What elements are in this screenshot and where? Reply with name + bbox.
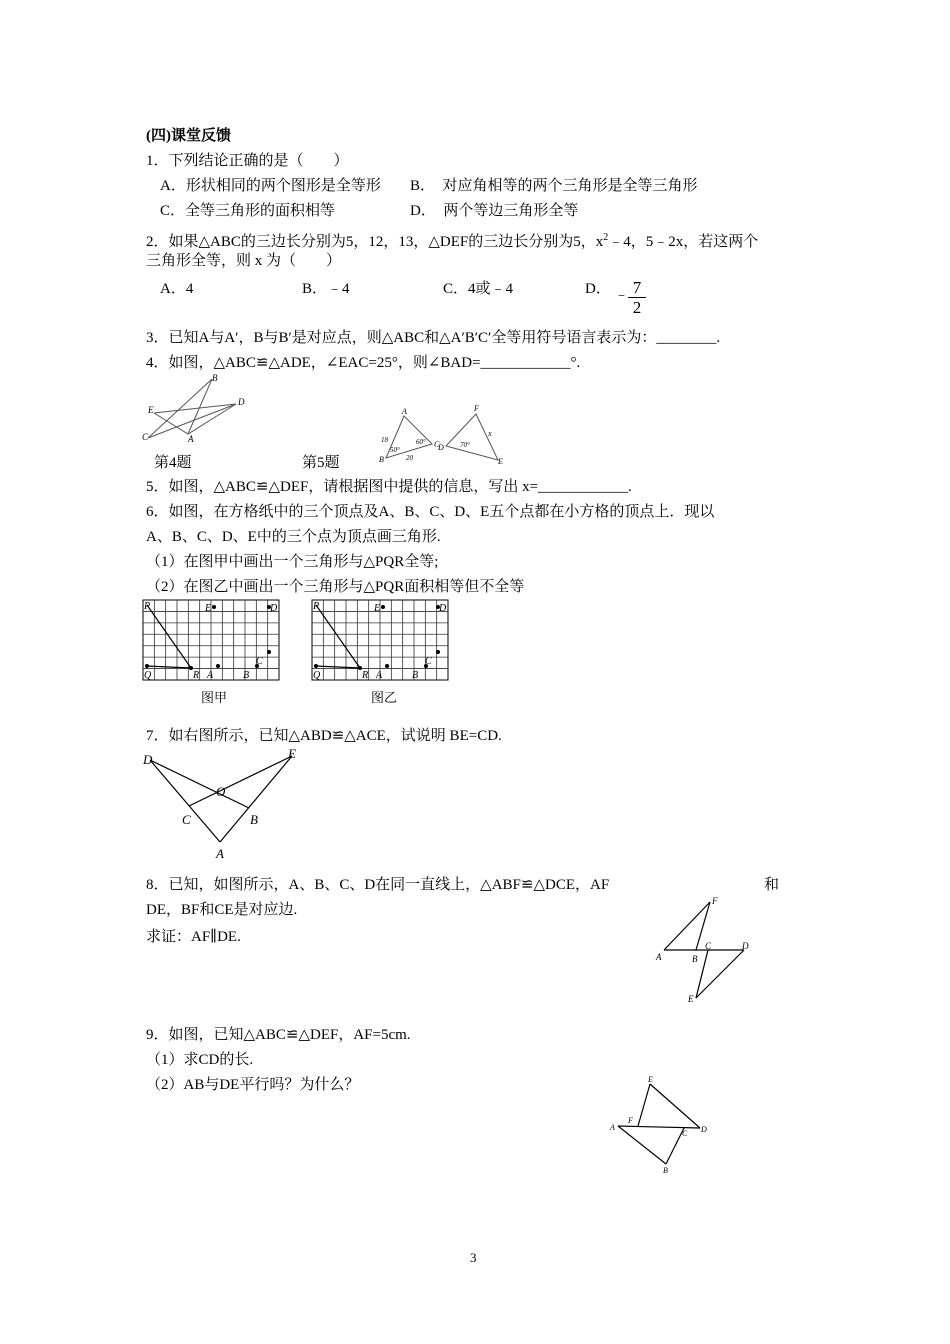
- q6b-line-qr: [316, 666, 360, 668]
- fraction-numerator: 7: [632, 278, 642, 297]
- q6b-label-b: B: [412, 670, 419, 681]
- q7-label-b: B: [250, 812, 258, 827]
- q5-label-a: A: [402, 407, 407, 416]
- q3-text: 3．已知A与A′，B与B′是对应点，则△ABC和△A′B′C′全等用符号语言表示为：________.: [146, 330, 721, 346]
- q6a-label-p: P: [144, 601, 151, 612]
- q6a-line-pr: [147, 605, 191, 668]
- q8-line1-end: 和: [764, 877, 780, 893]
- q6b-label-r: R: [362, 670, 369, 681]
- q5-angle-60: 60°: [416, 438, 426, 446]
- q7-text: 7．如右图所示，已知△ABD≌△ACE，试说明 BE=CD.: [146, 728, 502, 744]
- q8-label-f: F: [712, 896, 718, 906]
- q6a-label-r: R: [193, 670, 200, 681]
- q9-label-f: F: [628, 1116, 633, 1125]
- q8-label-c: C: [705, 941, 712, 951]
- q5-label-e: E: [498, 457, 503, 466]
- q9-line1: 9．如图，已知△ABC≌△DEF，AF=5cm.: [146, 1027, 411, 1043]
- q6-part2: （2）在图乙中画出一个三角形与△PQR面积相等但不全等: [146, 579, 525, 595]
- q5-side-18: 18: [381, 436, 388, 444]
- q2-line2: 三角形全等，则 x 为（ ）: [146, 253, 342, 269]
- q4-label-d: D: [238, 397, 245, 407]
- q5-label-x: x: [488, 429, 492, 438]
- q6b-label-a: A: [376, 670, 383, 681]
- q5-label-c: C: [434, 440, 440, 449]
- q6b-label-e: E: [374, 603, 381, 614]
- section-title: (四)课堂反馈: [146, 128, 231, 144]
- q6b-line-pr: [316, 605, 360, 668]
- q6a-label-e: E: [205, 603, 212, 614]
- fraction-denominator: 2: [628, 297, 646, 317]
- q8-label-e: E: [688, 994, 694, 1004]
- q1-option-d: D． 两个等边三角形全等: [410, 203, 579, 219]
- q9-label-e: E: [648, 1075, 653, 1084]
- q7-label-o: O: [216, 784, 226, 799]
- q2-option-d-fraction: [628, 278, 646, 317]
- q8-line-ec: [696, 950, 708, 998]
- q5-label-b: B: [379, 455, 384, 464]
- q5-text: 5．如图，△ABC≌△DEF，请根据图中提供的信息，写出 x=____________.: [146, 479, 632, 495]
- q7-label-c: C: [182, 812, 191, 827]
- q8-label-a: A: [656, 952, 662, 962]
- q1-option-b: B． 对应角相等的两个三角形是全等三角形: [410, 178, 698, 194]
- q6-line2: A、B、C、D、E中的三个点为顶点画三角形.: [146, 529, 441, 545]
- q5-angle-50: 50°: [390, 446, 400, 454]
- q8-line-de: [696, 950, 744, 998]
- q5-label-f: F: [474, 404, 479, 413]
- q6a-label-d: D: [270, 603, 278, 614]
- q6b-label-p: P: [313, 601, 320, 612]
- q6a-label-b: B: [243, 670, 250, 681]
- q9-label-a: A: [610, 1123, 615, 1132]
- q9-label-c: C: [682, 1129, 688, 1138]
- q6a-label-a: A: [207, 670, 214, 681]
- q8-line2: DE，BF和CE是对应边.: [146, 902, 298, 918]
- q2-line1-a: 2．如果△ABC的三边长分别为5，12，13，△DEF的三边长分别为5，x: [146, 234, 604, 250]
- q6b-label-q: Q: [313, 670, 321, 681]
- q5-side-20: 20: [406, 454, 413, 462]
- q5-angle-70: 70°: [460, 441, 470, 449]
- q6a-label-q: Q: [144, 670, 152, 681]
- q5-label-d: D: [438, 443, 444, 452]
- q5-caption: 第5题: [302, 455, 340, 471]
- q1-option-c: C．全等三角形的面积相等: [160, 203, 336, 219]
- q2-line1: [146, 228, 758, 252]
- q8-label-d: D: [742, 941, 749, 951]
- q6-grid-a: [143, 600, 281, 682]
- q6-line1: 6．如图，在方格纸中的三个顶点及A、B、C、D、E五个点都在小方格的顶点上．现以: [146, 504, 715, 520]
- q6b-label-c: C: [425, 656, 432, 667]
- q9-figure: [608, 1072, 714, 1176]
- q6-caption-b: 图乙: [371, 691, 398, 706]
- q9-label-b: B: [663, 1166, 668, 1175]
- q9-label-d: D: [701, 1125, 707, 1134]
- q4-label-b: B: [212, 373, 218, 383]
- q1-stem: 1．下列结论正确的是（ ）: [146, 153, 349, 169]
- q4-caption: 第4题: [154, 455, 192, 471]
- q4-figure: [140, 372, 260, 442]
- q4-label-c: C: [142, 432, 149, 442]
- q7-label-e: E: [288, 746, 296, 761]
- q9-part2: （2）AB与DE平行吗？为什么？: [146, 1077, 360, 1093]
- page-number: 3: [470, 1250, 477, 1265]
- q2-line1-b: ﹣4，5﹣2x，若这两个: [608, 234, 759, 250]
- q6-grid-b: [312, 600, 450, 682]
- q6-part1: （1）在图甲中画出一个三角形与△PQR全等;: [146, 554, 439, 570]
- q9-line-ed: [650, 1084, 700, 1128]
- q8-line3: 求证：AF∥DE.: [146, 929, 241, 945]
- q8-line1: 8．已知，如图所示，A、B、C、D在同一直线上，△ABF≌△DCE，AF: [146, 877, 610, 893]
- q6-caption-a: 图甲: [201, 691, 228, 706]
- q7-line-ec: [189, 756, 292, 806]
- q8-label-b: B: [692, 954, 698, 964]
- q2-option-a: A．4: [160, 281, 194, 297]
- q8-figure: [652, 894, 756, 1006]
- q5-figure: [376, 404, 506, 468]
- q2-option-c: C．4或﹣4: [443, 281, 514, 297]
- q2-option-b: B．﹣4: [302, 281, 350, 297]
- q4-text: 4．如图，△ABC≌△ADE，∠EAC=25°，则∠BAD=____________°.: [146, 355, 581, 371]
- q4-label-a: A: [188, 434, 194, 444]
- q2-option-d: D．: [585, 281, 611, 297]
- q6a-line-qr: [147, 666, 191, 668]
- q7-line-da: [150, 760, 220, 842]
- q9-line-ef: [638, 1084, 650, 1126]
- q9-line-ab: [618, 1126, 666, 1164]
- q1-option-a: A．形状相同的两个图形是全等形: [160, 178, 381, 194]
- q7-figure: [140, 746, 310, 860]
- q6a-label-c: C: [256, 656, 263, 667]
- q6b-label-d: D: [439, 603, 447, 614]
- q2-superscript: 2: [603, 232, 609, 243]
- q2-option-d-sign: ﹣: [614, 287, 630, 303]
- q9-part1: （1）求CD的长.: [146, 1052, 254, 1068]
- q7-label-d: D: [143, 752, 153, 767]
- q4-label-e: E: [148, 405, 154, 415]
- q9-line-ad: [618, 1126, 700, 1128]
- q7-label-a: A: [216, 846, 224, 861]
